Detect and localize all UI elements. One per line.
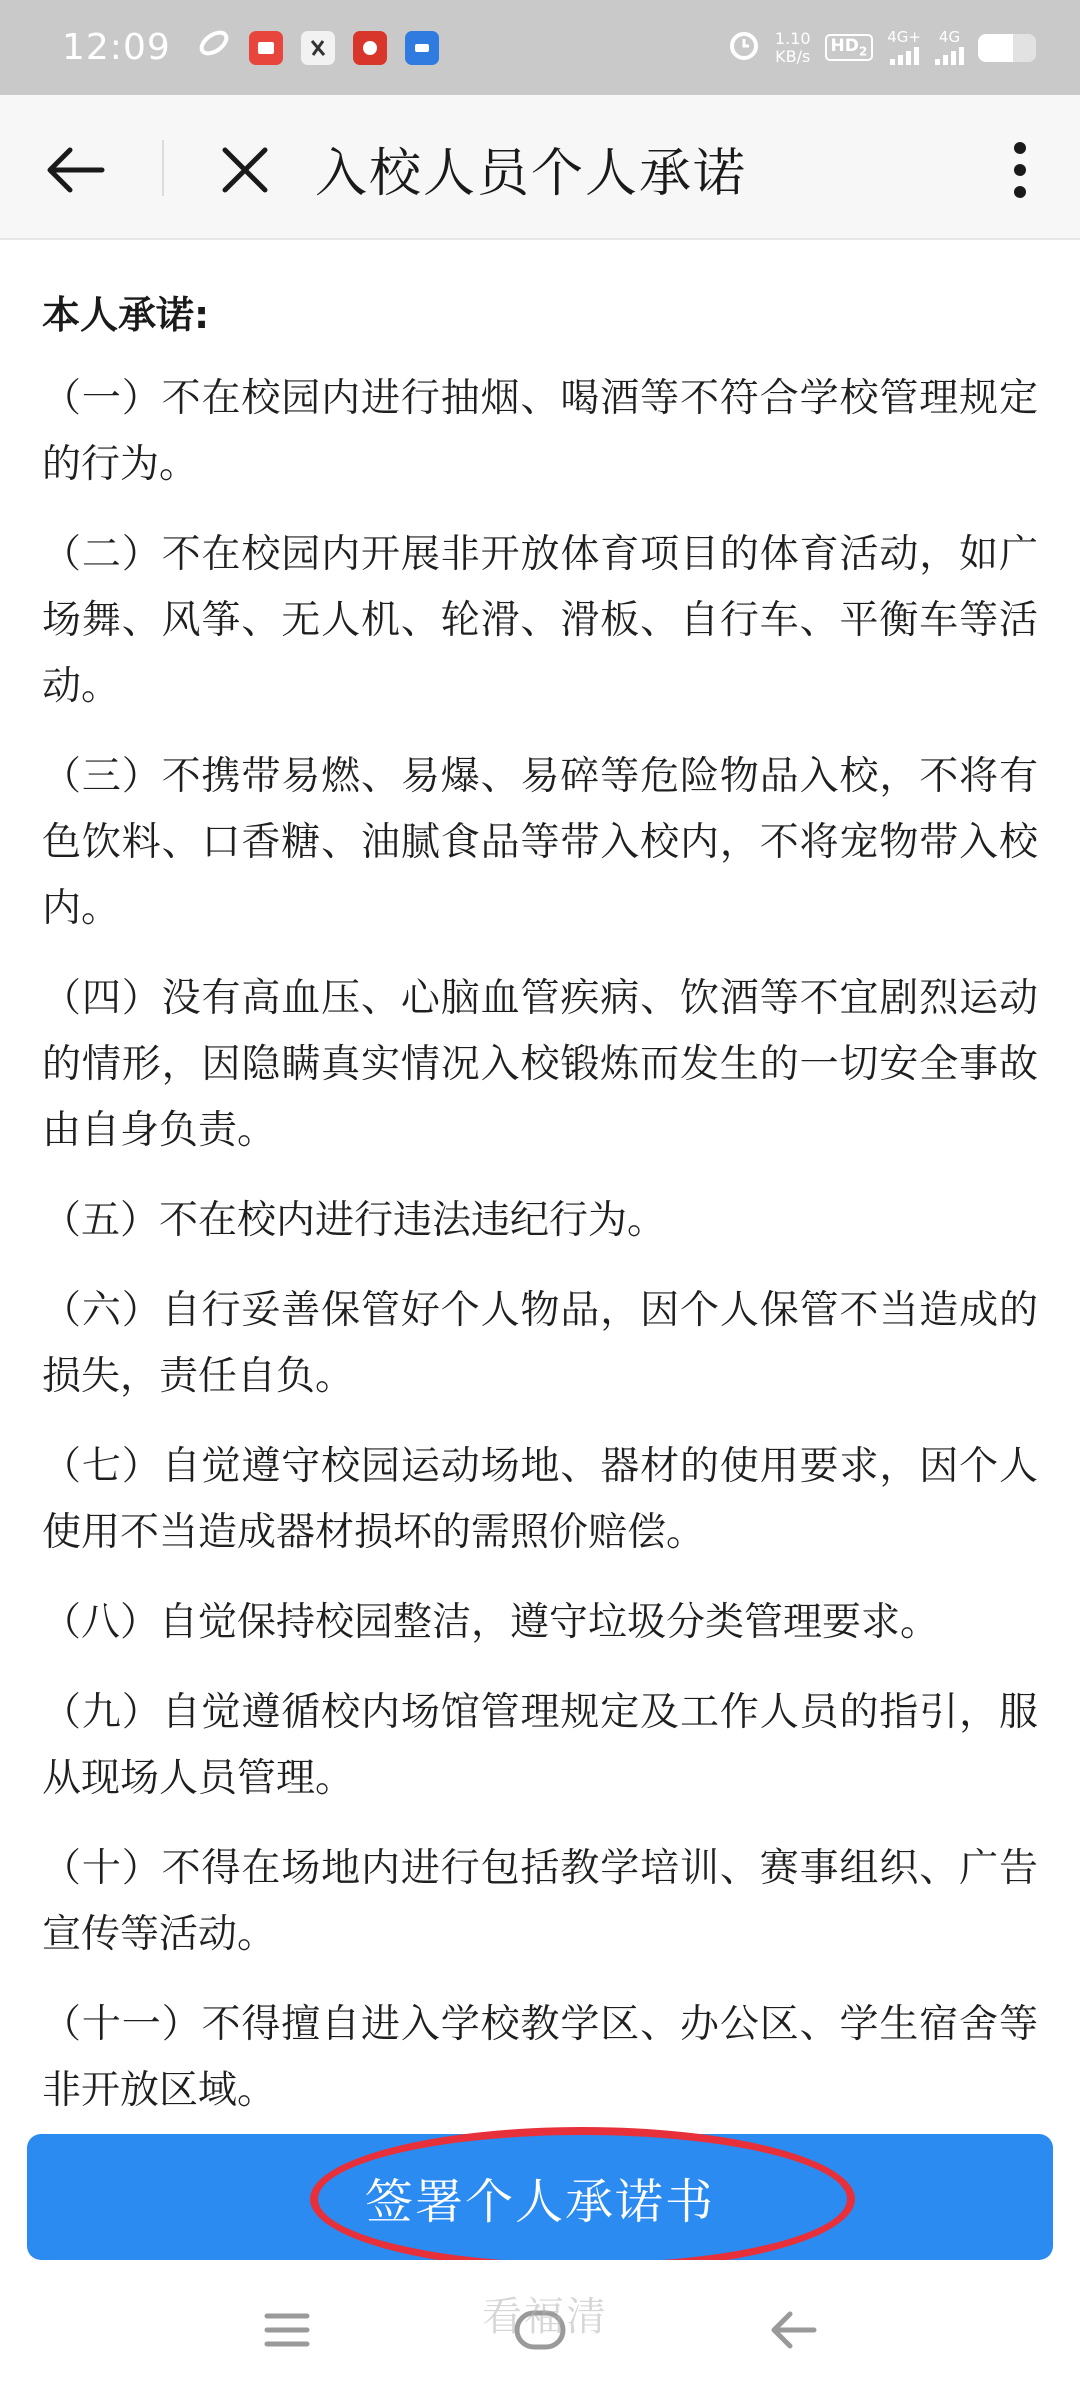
title-divider bbox=[162, 140, 164, 196]
signal-bars-icon bbox=[890, 45, 919, 65]
pledge-clause-4: （四）没有高血压、心脑血管疾病、饮酒等不宜剧烈运动的情形，因隐瞒真实情况入校锻炼而发生的一切安全事故由自身负责。 bbox=[42, 976, 1038, 1153]
back-button[interactable] bbox=[40, 135, 110, 205]
signal-4g bbox=[935, 30, 964, 65]
pledge-clause-10: （十）不得在场地内进行包括教学培训、赛事组织、广告宣传等活动。 bbox=[42, 1846, 1038, 1957]
pledge-clause-6: （六）自行妥善保管好个人物品，因个人保管不当造成的损失，责任自负。 bbox=[42, 1288, 1038, 1399]
signal-4g-plus-label: 4G+ bbox=[887, 28, 921, 46]
net-speed-value: 1.10 bbox=[774, 28, 811, 48]
calligraphy-app-icon bbox=[301, 31, 335, 65]
page-title: 入校人员个人承诺 bbox=[315, 144, 748, 204]
hd-badge bbox=[825, 34, 874, 60]
battery-icon bbox=[978, 34, 1036, 62]
pledge-clause-5: （五）不在校内进行违法违纪行为。 bbox=[42, 1198, 667, 1243]
pledge-clause-3: （三）不携带易燃、易爆、易碎等危险物品入校，不将有色饮料、口香糖、油腻食品等带入校内，不将宠物带入校内。 bbox=[42, 754, 1038, 931]
more-dot-icon bbox=[1014, 142, 1026, 154]
pledge-content[interactable] bbox=[0, 240, 1080, 2130]
notification-icons bbox=[197, 26, 439, 69]
back-arrow-icon bbox=[768, 2310, 818, 2350]
signal-4g-plus bbox=[887, 30, 921, 65]
pledge-clause-11: （十一）不得擅自进入学校教学区、办公区、学生宿舍等非开放区域。 bbox=[42, 2002, 1038, 2113]
pledge-clause-7: （七）自觉遵守校园运动场地、器材的使用要求，因个人使用不当造成器材损坏的需照价赔偿。 bbox=[42, 1444, 1038, 1555]
sign-pledge-button[interactable] bbox=[27, 2134, 1053, 2260]
status-time: 12:09 bbox=[62, 27, 171, 68]
signal-bars-icon bbox=[935, 45, 964, 65]
status-indicators bbox=[727, 28, 1036, 67]
sign-pledge-label: 签署个人承诺书 bbox=[364, 2173, 715, 2230]
arrow-left-icon bbox=[44, 146, 106, 194]
close-button[interactable] bbox=[210, 135, 280, 205]
menu-icon bbox=[263, 2310, 311, 2350]
close-icon bbox=[219, 144, 271, 196]
net-speed-unit: KB/s bbox=[775, 46, 811, 66]
signal-4g-label: 4G bbox=[938, 28, 961, 46]
blue-app-icon bbox=[405, 31, 439, 65]
more-dot-icon bbox=[1014, 164, 1026, 176]
more-options-button[interactable] bbox=[990, 135, 1050, 205]
menu-nav-button[interactable] bbox=[242, 2285, 332, 2375]
pledge-clause-9: （九）自觉遵循校内场馆管理规定及工作人员的指引，服从现场人员管理。 bbox=[42, 1690, 1038, 1801]
red-app-icon bbox=[353, 31, 387, 65]
back-nav-button[interactable] bbox=[748, 2285, 838, 2375]
more-dot-icon bbox=[1014, 186, 1026, 198]
pledge-clause-8: （八）自觉保持校园整洁，遵守垃圾分类管理要求。 bbox=[42, 1600, 940, 1645]
news-app-icon bbox=[249, 31, 283, 65]
pledge-clause-1: （一）不在校园内进行抽烟、喝酒等不符合学校管理规定的行为。 bbox=[42, 376, 1038, 487]
status-bar bbox=[0, 0, 1080, 95]
title-bar bbox=[0, 95, 1080, 240]
alarm-icon bbox=[727, 28, 761, 67]
hd-sub: 2 bbox=[858, 44, 868, 59]
hd-label: HD bbox=[830, 36, 859, 57]
swirl-icon bbox=[197, 26, 231, 69]
pledge-heading: 本人承诺: bbox=[42, 293, 210, 337]
net-speed bbox=[775, 30, 811, 66]
pledge-clause-2: （二）不在校园内开展非开放体育项目的体育活动，如广场舞、风筝、无人机、轮滑、滑板、自行车、平衡车等活动。 bbox=[42, 532, 1038, 709]
watermark-logo: 看福清 bbox=[482, 2294, 608, 2340]
